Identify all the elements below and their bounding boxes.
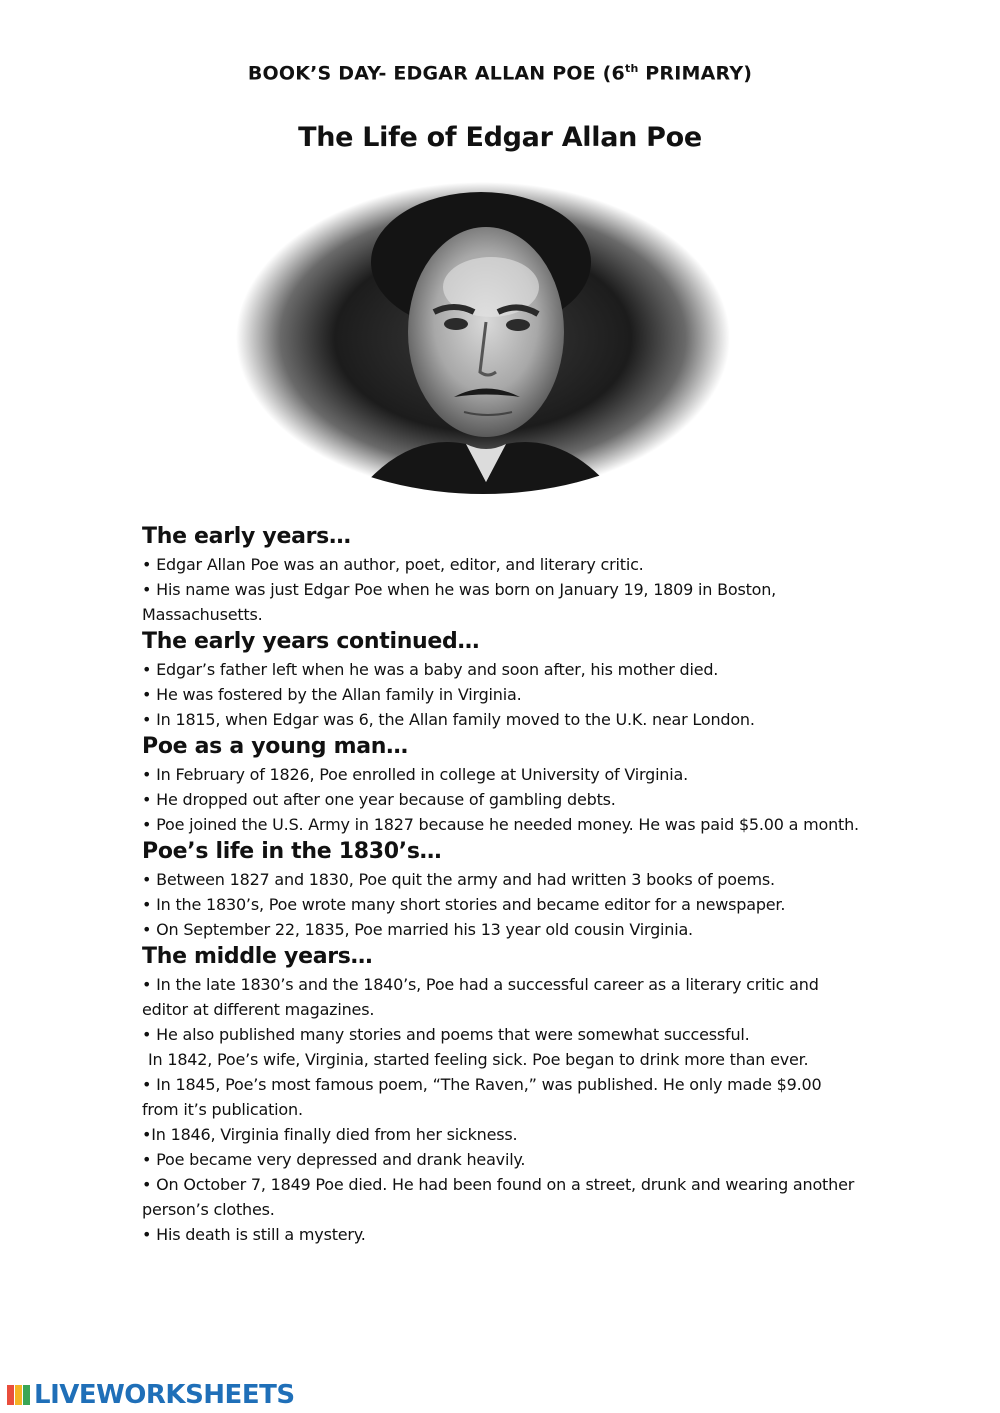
header-text-end: PRIMARY) [638, 62, 753, 85]
bullet-item: • He dropped out after one year because of gambling debts. [142, 790, 616, 809]
section-heading: The middle years… [142, 944, 373, 969]
section-heading: Poe as a young man… [142, 734, 408, 759]
bullet-item: • Poe became very depressed and drank heavily. [142, 1150, 526, 1169]
section-1830s [142, 837, 862, 942]
worksheet-body [142, 522, 862, 1247]
bullet-item: • On October 7, 1849 Poe died. He had been found on a street, drunk and wearing another person’s clothes. [142, 1175, 855, 1219]
liveworksheets-footer [6, 1380, 295, 1410]
section-heading: The early years continued… [142, 629, 480, 654]
bullet-item: • Edgar Allan Poe was an author, poet, editor, and literary critic. [142, 555, 644, 574]
bullet-item: • Poe joined the U.S. Army in 1827 because he needed money. He was paid $5.00 a month. [142, 815, 859, 834]
bullet-item: • He was fostered by the Allan family in Virginia. [142, 685, 522, 704]
bullet-item: • On September 22, 1835, Poe married his 13 year old cousin Virginia. [142, 920, 693, 939]
worksheet-header [0, 62, 1000, 84]
section-early-years-continued [142, 627, 862, 732]
bullet-item: • Between 1827 and 1830, Poe quit the army and had written 3 books of poems. [142, 870, 775, 889]
page-title: The Life of Edgar Allan Poe [298, 122, 702, 153]
bullet-item: • His name was just Edgar Poe when he was born on January 19, 1809 in Boston, Massachusetts. [142, 580, 777, 624]
bullet-item: • In 1845, Poe’s most famous poem, “The Raven,” was published. He only made $9.00 from it’s publication. [142, 1075, 822, 1119]
bullet-item: •In 1846, Virginia finally died from her sickness. [142, 1125, 518, 1144]
section-young-man [142, 732, 862, 837]
bullet-item: • In February of 1826, Poe enrolled in college at University of Virginia. [142, 765, 688, 784]
section-middle-years [142, 942, 862, 1247]
bullet-item: In 1842, Poe’s wife, Virginia, started feeling sick. Poe began to drink more than ever. [148, 1050, 809, 1069]
bullet-item: • In the late 1830’s and the 1840’s, Poe had a successful career as a literary critic and editor at different magazines. [142, 975, 819, 1019]
poe-portrait-image [236, 182, 730, 494]
liveworksheets-brand: LIVEWORKSHEETS [34, 1380, 295, 1410]
bullet-item: • Edgar’s father left when he was a baby and soon after, his mother died. [142, 660, 719, 679]
section-heading: The early years… [142, 524, 351, 549]
section-early-years [142, 522, 862, 627]
bullet-item: • In 1815, when Edgar was 6, the Allan family moved to the U.K. near London. [142, 710, 755, 729]
liveworksheets-logo-icon [6, 1382, 32, 1408]
bullet-item: • His death is still a mystery. [142, 1225, 366, 1244]
section-heading: Poe’s life in the 1830’s… [142, 839, 442, 864]
bullet-item: • In the 1830’s, Poe wrote many short stories and became editor for a newspaper. [142, 895, 786, 914]
header-superscript: th [624, 62, 639, 75]
header-text: BOOK’S DAY- EDGAR ALLAN POE (6 [247, 62, 625, 85]
bullet-item: • He also published many stories and poems that were somewhat successful. [142, 1025, 750, 1044]
